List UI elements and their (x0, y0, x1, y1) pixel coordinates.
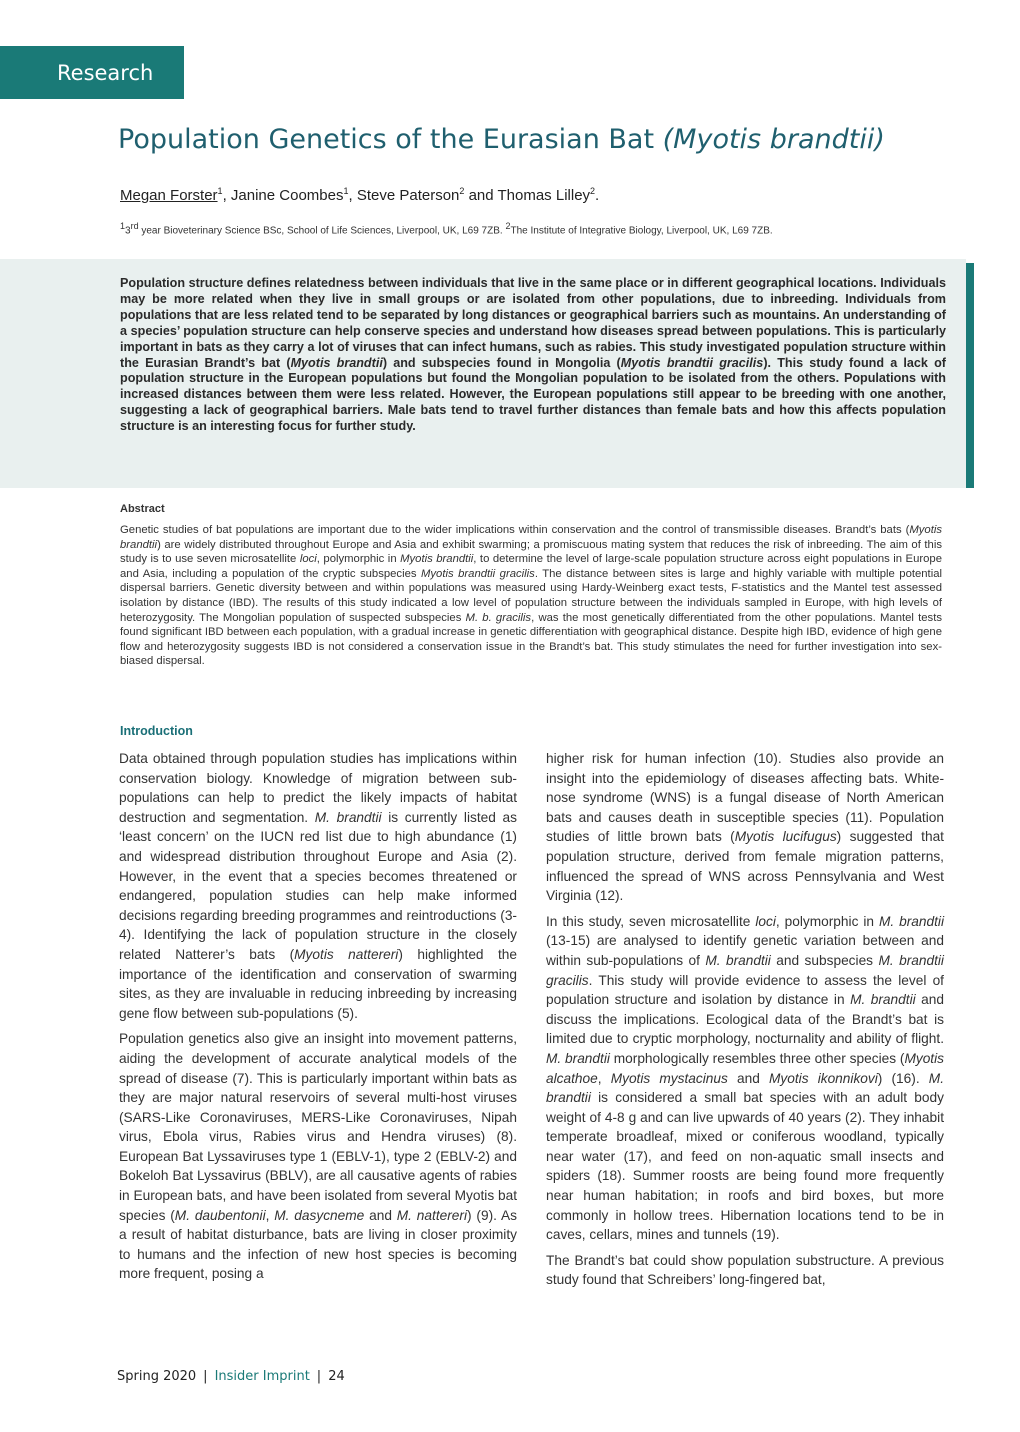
affil-year: 3 (125, 225, 131, 237)
abs-t3: , polymorphic in (316, 553, 401, 566)
rp2-t3: (13-15) are analysed to identify genetic variation between and within sub-populations of (546, 933, 944, 968)
summary-i1: Myotis brandtii (290, 355, 383, 370)
rp2-t6: and discuss the implications. Ecological data of the Brandt’s bat is limited due to cryptic morphology, nocturnality and ability of flight. (546, 992, 945, 1047)
rp2-i4: M. brandtii gracilis (546, 952, 944, 988)
rp2-t2: , polymorphic in (775, 913, 879, 929)
rp1-i1: Myotis lucifugus (734, 829, 837, 845)
rp1-t1: higher risk for human infection (10). Studies also provide an insight into the epidemiology of diseases affecting bats. White-nose syndrome (WNS) is a fungal disease of North American bats and causes death in susceptible species (11). Population studies of little brown bats ( (546, 751, 944, 845)
intro-column-left (119, 749, 517, 1290)
lp2-i1: M. daubentonii (174, 1207, 266, 1223)
author-3-sup: 2 (459, 186, 465, 196)
introduction-heading: Introduction (120, 724, 193, 738)
rp2-t11: is considered a small bat species with an adult body weight of 4-8 g and can live upwards of 40 years (2). They inhabit temperate broadleaf, mixed or coniferous woodland, typically near water (17), and feed on non-aquatic small insects and spiders (18). Summer roosts are being found more frequently near human habitation; in roofs and bird boxes, but more commonly in hollow trees. Hibernation locations tend to be in caves, cellars, mines and tunnels (19). (546, 1090, 944, 1243)
rp2-i8: Myotis mystacinus (610, 1070, 728, 1086)
rp3-t1: The Brandt’s bat could show population substructure. A previous study found that Schreibers’ long-fingered bat, (546, 1252, 944, 1288)
abs-t1: Genetic studies of bat populations are important due to the wider implications within conservation and the control of transmissible diseases. Brandt’s bats ( (120, 524, 910, 536)
affil-rd: rd (130, 221, 139, 231)
intro-paragraph (546, 1251, 944, 1290)
page-number: 24 (328, 1369, 345, 1384)
section-tag-label: Research (57, 60, 154, 85)
lp2-t4: ) (9). As a result of habitat disturbance, bats are living in closer proximity to humans and the infection of new host species is becoming more frequent, posing a (119, 1207, 517, 1282)
author-2-sup: 1 (343, 186, 349, 196)
title-species: (Myotis brandtii) (662, 124, 885, 155)
rp2-i3: M. brandtii (705, 952, 771, 968)
abs-t5: . The distance between sites is large and highly variable with multiple potential dispersal barriers. Genetic diversity between and within populations was measured using Hardy-Weinberg exact tests, F-statistics and the Mantel test assessed isolation by distance (IBD). The results of this study indicated a low level of population structure between the individuals sampled in Europe, with high levels of heterozygosity. The Mongolian population of suspected subspecies (120, 567, 942, 624)
rp2-i2: M. brandtii (878, 913, 944, 929)
abs-i4: Myotis brandtii gracilis (421, 567, 535, 580)
rp2-t1: In this study, seven microsatellite (546, 913, 756, 929)
affil-text-2: The Institute of Integrative Biology, Liverpool, UK, L69 7ZB. (510, 225, 773, 237)
lp1-t1: Data obtained through population studies has implications within conservation biology. Knowledge of migration between sub-populations can help to predict the likely impacts of habitat destruction and segmentation. (119, 751, 517, 825)
abs-i2: loci (299, 553, 317, 566)
intro-paragraph (546, 912, 944, 1245)
lp1-t3: ) highlighted the importance of the identification and conservation of swarming sites, as they are invaluable in reducing inbreeding by increasing gene flow between sub-populations (5). (119, 946, 517, 1021)
footer-magazine: Insider Imprint (214, 1369, 310, 1384)
affil-text-1: year Bioveterinary Science BSc, School of Life Sciences, Liverpool, UK, L69 7ZB. (138, 225, 506, 237)
rp2-t7: morphologically resembles three other species ( (609, 1050, 905, 1066)
intro-paragraph (119, 749, 517, 1023)
rp2-i1: loci (755, 913, 776, 929)
affil-sup-2: 2 (505, 221, 511, 231)
abs-i1: Myotis brandtii (120, 524, 942, 551)
rp2-t8: , (597, 1070, 611, 1086)
section-tag (0, 46, 184, 99)
lp2-i2: M. dasycneme (274, 1207, 365, 1223)
lp2-i3: M. nattereri (396, 1207, 468, 1223)
lp2-t1: Population genetics also give an insight into movement patterns, aiding the development of accurate analytical models of the spread of disease (7). This is particularly important within bats as they are major natural reservoirs of several multi-host viruses (SARS-Like Coronaviruses, MERS-Like Coronaviruses, Nipah virus, Ebola virus, Rabies virus and Hendra viruses) (8). European Bat Lyssaviruses type 1 (EBLV-1), type 2 (EBLV-2) and Bokeloh Bat Lyssavirus (BBLV), are all causative agents of rabies in European bats, and have been isolated from several Myotis bat species ( (119, 1031, 517, 1223)
page-footer (117, 1369, 345, 1384)
abs-t2: ) are widely distributed throughout Europe and Asia and exhibit swarming; a promiscuous mating system that reduces the risk of inbreeding. The aim of this study is to use seven microsatellite (120, 538, 942, 566)
abs-i5: M. b. gracilis (465, 611, 532, 624)
author-4: and Thomas Lilley (464, 187, 591, 204)
affiliations (120, 221, 773, 236)
page-title (118, 124, 885, 155)
intro-paragraph (119, 1029, 517, 1284)
author-1: Megan Forster (120, 187, 218, 204)
lp2-t3: and (364, 1207, 397, 1223)
abs-t6: , was the most genetically differentiated from the other populations. Mantel tests found significant IBD between each population, with a gradual increase in genetic differentiation with geographical distance. Despite high IBD, evidence of high gene flow and heterozygosity suggests IBD is not considered a conservation issue in the Brandt’s bat. This study stimulates the need for further investigation into sex-biased dispersal. (120, 611, 942, 668)
summary-t3: ). This study found a lack of population structure in the European populations but found the Mongolian population to be isolated from the others. Populations with increased distances between them were less related. However, the European populations still appear to be breeding with one another, suggesting a lack of geographical barriers. Male bats tend to travel further distances than female bats and how this affects population structure is an interesting focus for further study. (120, 355, 946, 434)
title-main: Population Genetics of the Eurasian Bat (118, 124, 663, 155)
summary-t2: ) and subspecies found in Mongolia ( (382, 355, 621, 370)
footer-separator: | (316, 1369, 322, 1384)
summary-t1: Population structure defines relatedness between individuals that live in the same place or in different geographical locations. Individuals may be more related when they live in small groups or are isolated from other populations, due to inbreeding. Individuals from populations that are less related tend to be separated by long distances or geographical barriers such as mountains. An understanding of a species’ population structure can help conserve species and understand how diseases spread between populations. This is particularly important in bats as they carry a lot of viruses that can infect humans, such as rabies. This study investigated population structure within the Eurasian Brandt’s bat ( (120, 276, 946, 370)
intro-paragraph (546, 749, 944, 906)
intro-column-right (546, 749, 944, 1296)
author-1-sup: 1 (217, 186, 223, 196)
lp1-i2: Myotis nattereri (294, 946, 399, 962)
lp1-i1: M. brandtii (314, 809, 382, 825)
lay-summary-accent-bar (966, 263, 974, 488)
rp2-t5: . This study will provide evidence to assess the level of population structure and isolation by distance in (546, 972, 944, 1008)
rp2-i7: Myotis alcathoe (546, 1050, 944, 1086)
lay-summary-text (120, 276, 946, 435)
rp1-t2: ) suggested that population structure, derived from female migration patterns, influenced the spread of WNS across Pennsylvania and West Virginia (12). (546, 829, 944, 904)
abstract-heading: Abstract (120, 503, 165, 515)
abs-i3: Myotis brandtii (400, 553, 474, 566)
footer-season: Spring 2020 (117, 1369, 197, 1384)
affil-sup-1: 1 (120, 221, 126, 231)
rp2-t9: and (727, 1070, 769, 1086)
summary-i2: Myotis brandtii gracilis (620, 355, 764, 370)
abstract-text (120, 523, 942, 669)
rp2-i10: M. brandtii (546, 1070, 945, 1106)
rp2-i6: M. brandtii (546, 1050, 610, 1066)
author-end: . (595, 187, 600, 204)
rp2-t4: and subspecies (770, 952, 879, 968)
rp2-i5: M. brandtii (850, 992, 916, 1008)
footer-separator: | (203, 1369, 208, 1384)
author-4-sup: 2 (590, 186, 596, 196)
author-3: , Steve Paterson (348, 187, 460, 204)
author-2: , Janine Coombes (222, 187, 344, 204)
rp2-i9: Myotis ikonnikovi (769, 1070, 878, 1086)
abs-t4: , to determine the level of large-scale population structure across eight populations in Europe and Asia, including a population of the cryptic subspecies (120, 553, 942, 580)
lp2-t2: , (265, 1207, 275, 1223)
rp2-t10: ) (16). (877, 1070, 929, 1086)
author-list (120, 186, 599, 204)
lp1-t2: is currently listed as ‘least concern’ on the IUCN red list due to high abundance (1) and widespread distribution throughout Europe and Asia (2). However, in the event that a species becomes threatened or endangered, population studies can help make informed decisions regarding breeding programmes and reintroductions (3-4). Identifying the lack of population structure in the closely related Natterer’s bats ( (119, 809, 517, 962)
